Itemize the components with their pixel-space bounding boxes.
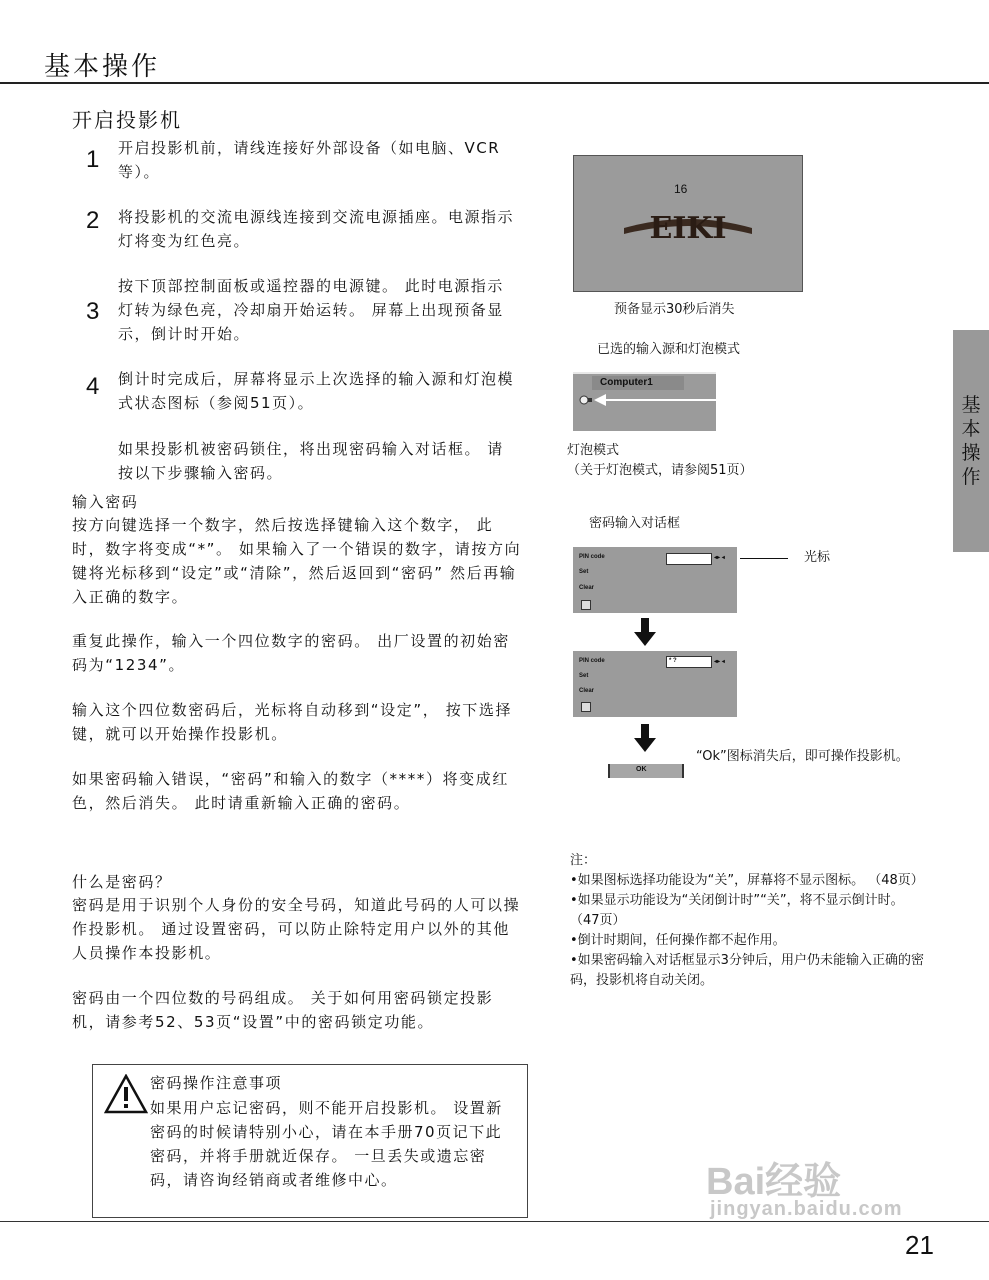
step-number-4: 4 xyxy=(86,373,100,400)
note-item: •如果密码输入对话框显示3分钟后，用户仍未能输入正确的密码，投影机将自动关闭。 xyxy=(570,953,924,988)
note-item: •倒计时期间，任何操作都不起作用。 xyxy=(570,933,786,948)
chapter-title: 基本操作 xyxy=(44,52,161,82)
countdown-number: 16 xyxy=(674,182,688,196)
dialog-lock-icon-2 xyxy=(581,702,591,712)
page-number: 21 xyxy=(905,1230,934,1260)
logo-text: EIKI xyxy=(649,211,727,246)
watermark-url: jingyan.baidu.com xyxy=(710,1198,903,1220)
notes-block xyxy=(570,851,930,991)
caution-body: 如果用户忘记密码，则不能开启投影机。 设置新密码的时候请特别小心，请在本手册70页记下此密码，并将手册就近保存。 一旦丢失或遗忘密码，请咨询经销商或者维修中心。 xyxy=(150,1099,503,1189)
ok-caption: “Ok”图标消失后，即可操作投影机。 xyxy=(696,749,909,764)
lamp-caption-reference: （关于灯泡模式，请参阅51页） xyxy=(567,463,753,478)
step-number-1: 1 xyxy=(86,146,100,173)
pin-label-2: PIN code xyxy=(579,658,605,664)
dialog-caption: 密码输入对话框 xyxy=(589,516,681,531)
password-paragraph-3: 输入这个四位数密码后，光标将自动移到“设定”， 按下选择键，就可以开始操作投影机。 xyxy=(72,701,513,743)
notes-title: 注： xyxy=(570,853,597,868)
watermark-brand: Bai经验 xyxy=(706,1161,842,1203)
what-is-password-paragraph-1: 密码是用于识别个人身份的安全号码，知道此号码的人可以操作投影机。 通过设置密码，可以防止除特定用户以外的其他人员操作本投影机。 xyxy=(72,896,521,962)
pin-nav-arrows-2: ◂▸ ◂ xyxy=(714,659,725,665)
set-option-2[interactable]: Set xyxy=(579,673,589,679)
step-text-4: 倒计时完成后，屏幕将显示上次选择的输入源和灯泡模式状态图标（参阅51页）。 xyxy=(118,370,515,412)
lamp-mode-icon xyxy=(578,394,594,406)
pin-nav-arrows: ◂▸ ◂ xyxy=(714,555,725,561)
pin-input[interactable] xyxy=(666,553,712,565)
lamp-pointer-arrow xyxy=(594,392,722,408)
what-is-password-paragraph-2: 密码由一个四位数的号码组成。 关于如何用密码锁定投影机，请参考52、53页“设置”中的密码锁定功能。 xyxy=(72,989,494,1031)
step-text-2: 将投影机的交流电源线连接到交流电源插座。电源指示灯将变为红色亮。 xyxy=(118,208,515,250)
warning-icon xyxy=(104,1074,148,1114)
pin-label: PIN code xyxy=(579,554,605,560)
lamp-caption: 灯泡模式 xyxy=(567,443,620,458)
note-item: •如果显示功能设为“关闭倒计时”“关”，将不显示倒计时。 （47页） xyxy=(570,893,904,928)
header-rule xyxy=(0,82,989,84)
ok-label: OK xyxy=(636,766,647,773)
ready-caption: 预备显示30秒后消失 xyxy=(614,302,735,317)
section-title: 开启投影机 xyxy=(72,108,182,132)
cursor-caption: 光标 xyxy=(804,550,831,565)
step-text-3: 按下顶部控制面板或遥控器的电源键。 此时电源指示灯转为绿色亮，冷却扇开始运转。 屏幕上出现预备显示，倒计时开始。 xyxy=(118,277,504,343)
step-number-3: 3 xyxy=(86,298,100,325)
caution-title: 密码操作注意事项 xyxy=(150,1074,283,1092)
dialog-lock-icon xyxy=(581,600,591,610)
cursor-callout-line xyxy=(740,558,788,559)
down-arrow-icon xyxy=(634,618,656,646)
input-caption: 已选的输入源和灯泡模式 xyxy=(597,342,741,357)
footer-rule xyxy=(0,1221,989,1222)
password-paragraph-1: 按方向键选择一个数字，然后按选择键输入这个数字， 此时，数字将变成“*”。 如果输入了一个错误的数字，请按方向键将光标移到“设定”或“清除”，然后返回到“密码” 然后再输入正确的数字。 xyxy=(72,516,522,606)
clear-option-2[interactable]: Clear xyxy=(579,688,595,694)
step-text-1: 开启投影机前，请线连接好外部设备（如电脑、VCR等）。 xyxy=(118,139,501,181)
note-item: •如果图标选择功能设为“关”，屏幕将不显示图标。 （48页） xyxy=(570,873,924,888)
input-source-label: Computer1 xyxy=(600,377,653,388)
password-paragraph-4: 如果密码输入错误，“密码”和输入的数字（****）将变成红色，然后消失。 此时请重新输入正确的密码。 xyxy=(72,770,509,812)
password-paragraph-2: 重复此操作，输入一个四位数字的密码。 出厂设置的初始密码为“1234”。 xyxy=(72,632,510,674)
down-arrow-icon-2 xyxy=(634,724,656,752)
what-is-password-heading: 什么是密码？ xyxy=(72,873,172,891)
password-heading: 输入密码 xyxy=(72,493,139,511)
step-number-2: 2 xyxy=(86,207,100,234)
eiki-logo xyxy=(618,200,758,248)
password-lock-note: 如果投影机被密码锁住，将出现密码输入对话框。 请按以下步骤输入密码。 xyxy=(118,440,504,482)
side-chapter-label: 基本操作 xyxy=(961,394,981,488)
pin-digits: * ? xyxy=(669,658,677,664)
clear-option[interactable]: Clear xyxy=(579,585,595,591)
set-option[interactable]: Set xyxy=(579,569,589,575)
